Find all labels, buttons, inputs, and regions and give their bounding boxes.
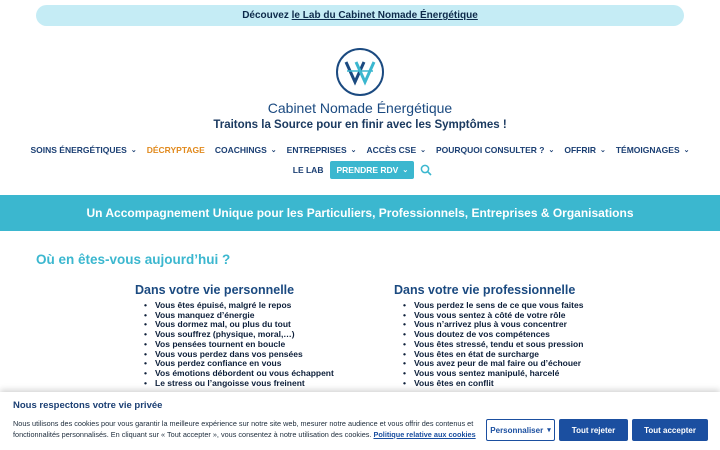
personal-life-title: Dans votre vie personnelle: [135, 283, 295, 297]
button-label: PRENDRE RDV: [336, 165, 399, 175]
chevron-down-icon: ⌄: [420, 147, 426, 154]
chevron-down-icon: ⌄: [548, 147, 555, 154]
nav-item-label: ENTREPRISES: [286, 145, 347, 155]
list-item: • Vous avez peur de mal faire ou d’échouer: [403, 359, 654, 369]
list-item: • Vous êtes en état de surcharge: [403, 350, 654, 360]
list-item: • Vous vous sentez manipulé, harcelé: [403, 369, 654, 379]
nav-item-label: TÉMOIGNAGES: [615, 145, 680, 155]
nav-item-label: ACCÈS CSE: [366, 145, 417, 155]
list-item: • Vous perdez le sens de ce que vous faites: [403, 301, 654, 311]
list-item: • Vous souffrez (physique, moral,…): [144, 330, 395, 340]
nav-item-label: OFFRIR: [564, 145, 596, 155]
nav-item-label: DÉCRYPTAGE: [146, 145, 205, 155]
nav-item-coachings[interactable]: [210, 145, 282, 155]
chevron-down-icon: ⌄: [270, 147, 277, 154]
button-label: Personnaliser: [490, 425, 544, 435]
list-item: • Vous êtes en conflit: [403, 379, 654, 389]
chevron-down-icon: ⌄: [402, 167, 409, 174]
caret-down-icon: ▾: [547, 427, 551, 434]
cookie-title: Nous respectons votre vie privée: [13, 400, 163, 411]
personal-life-list: [135, 301, 395, 388]
list-item: • Vous êtes stressé, tendu et sous pression: [403, 340, 654, 350]
cookie-policy-link[interactable]: Politique relative aux cookies: [373, 430, 476, 439]
nav-item-label: COACHINGS: [214, 145, 267, 155]
nav-item-temoignages[interactable]: [611, 145, 695, 155]
list-item: • Vous doutez de vos compétences: [403, 330, 654, 340]
announcement-prefix: Découvez: [242, 10, 292, 21]
site-tagline: Traitons la Source pour en finir avec les Symptômes !: [213, 119, 507, 131]
list-item: • Vous perdez confiance en vous: [144, 359, 395, 369]
announcement-bar: [36, 5, 684, 26]
hero-banner: Un Accompagnement Unique pour les Particuliers, Professionnels, Entreprises & Organisations: [0, 195, 720, 231]
nav-item-lab[interactable]: [288, 165, 329, 175]
nav-item-label: LE LAB: [292, 165, 324, 175]
personal-life-column: [135, 283, 395, 388]
list-item: • Vos émotions débordent ou vous échappent: [144, 369, 395, 379]
search-icon[interactable]: [420, 164, 432, 176]
secondary-nav: [0, 160, 720, 180]
list-item: • Vous n’arrivez plus à vous concentrer: [403, 320, 654, 330]
list-item: • Vos pensées tournent en boucle: [144, 340, 395, 350]
list-item: • Vous vous sentez à côté de votre rôle: [403, 311, 654, 321]
site-title[interactable]: Cabinet Nomade Énergétique: [267, 100, 453, 116]
book-appointment-button[interactable]: [330, 161, 414, 179]
nav-item-label: SOINS ÉNERGÉTIQUES: [30, 145, 127, 155]
list-item: • Vous vous perdez dans vos pensées: [144, 350, 395, 360]
cookie-text: [13, 418, 483, 440]
nav-item-acces-cse[interactable]: [362, 145, 431, 155]
nav-item-offrir[interactable]: [559, 145, 611, 155]
main-nav: [0, 142, 720, 158]
cookie-body: Nous utilisons des cookies pour vous garantir la meilleure expérience sur notre site web, mesurer notre audience et vous offrir des contenus et fonctionnalités personnalisés. En cliquant sur « Tout accepter », vous consentez à notre utilisation des cookies.: [13, 419, 474, 439]
list-item: • Vous êtes épuisé, malgré le repos: [144, 301, 395, 311]
list-item: • Vous dormez mal, ou plus du tout: [144, 320, 395, 330]
nav-item-decryptage[interactable]: [142, 145, 210, 155]
chevron-down-icon: ⌄: [599, 147, 606, 154]
nav-item-entreprises[interactable]: [282, 145, 362, 155]
chevron-down-icon: ⌄: [130, 147, 137, 154]
nav-item-pourquoi[interactable]: [431, 145, 559, 155]
section-title: Où en êtes-vous aujourd’hui ?: [36, 252, 231, 267]
personalize-button[interactable]: [486, 419, 555, 441]
list-item: • Le stress ou l’angoisse vous freinent: [144, 379, 395, 389]
nav-item-soins[interactable]: [26, 145, 142, 155]
professional-life-column: [394, 283, 654, 388]
list-item: • Vous manquez d’énergie: [144, 311, 395, 321]
chevron-down-icon: ⌄: [350, 147, 357, 154]
reject-all-button[interactable]: Tout rejeter: [559, 419, 628, 441]
cookie-consent-banner: [0, 392, 720, 450]
accept-all-button[interactable]: Tout accepter: [632, 419, 708, 441]
chevron-down-icon: ⌄: [683, 147, 690, 154]
logo-icon[interactable]: [335, 47, 385, 97]
announcement-link[interactable]: le Lab du Cabinet Nomade Énergétique: [291, 10, 478, 21]
professional-life-title: Dans votre vie professionnelle: [394, 283, 576, 297]
professional-life-list: [394, 301, 654, 388]
nav-item-label: POURQUOI CONSULTER ?: [436, 145, 545, 155]
